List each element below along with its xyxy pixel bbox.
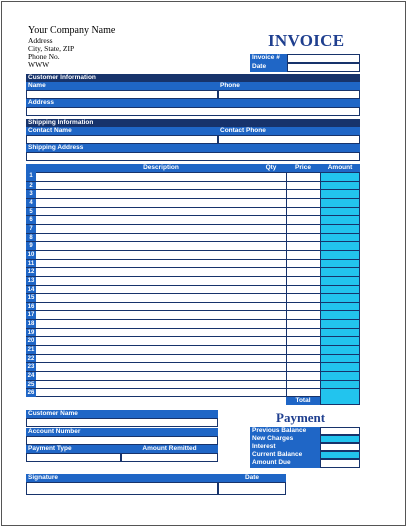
- row-number: 24: [27, 373, 35, 380]
- row-number: 18: [27, 321, 35, 328]
- row-number: 19: [27, 329, 35, 336]
- items-table: [26, 164, 360, 406]
- amount-due-field[interactable]: [320, 459, 360, 468]
- table-row[interactable]: [26, 241, 360, 250]
- shipping-info-header: Shipping Information: [26, 119, 360, 127]
- customer-info-header: Customer Information: [26, 74, 360, 82]
- table-row[interactable]: [26, 345, 360, 354]
- table-row[interactable]: [26, 181, 360, 190]
- table-row[interactable]: [26, 354, 360, 363]
- company-web: WWW: [28, 60, 50, 69]
- row-number: 9: [29, 243, 33, 250]
- shipping-contact-phone-label: Contact Phone: [218, 127, 360, 135]
- previous-balance-field[interactable]: [320, 427, 360, 435]
- col-amount: Amount: [327, 164, 353, 171]
- amount-remitted-field[interactable]: [121, 453, 218, 462]
- row-number: 15: [27, 295, 35, 302]
- table-row[interactable]: [26, 388, 360, 397]
- row-number: 16: [27, 303, 35, 310]
- amount-remitted-label: Amount Remitted: [121, 445, 218, 453]
- row-number: 21: [27, 347, 35, 354]
- remit-customer-name-field[interactable]: [26, 418, 218, 427]
- row-number: 26: [27, 390, 35, 397]
- shipping-contact-name-field[interactable]: [26, 135, 218, 144]
- row-number: 1: [29, 173, 33, 179]
- signature-date-field[interactable]: [218, 482, 286, 495]
- interest-label: Interest: [250, 443, 320, 451]
- shipping-address-field[interactable]: [26, 152, 360, 161]
- table-row[interactable]: [26, 310, 360, 319]
- payment-title: Payment: [276, 410, 326, 425]
- amount-due-label: Amount Due: [250, 459, 320, 468]
- row-number: 6: [29, 217, 33, 224]
- row-number: 20: [27, 338, 35, 345]
- company-name: Your Company Name: [28, 25, 116, 36]
- company-address: Address: [28, 36, 53, 45]
- invoice-page: [1, 1, 406, 526]
- interest-field[interactable]: [320, 443, 360, 451]
- row-number: 3: [29, 191, 33, 198]
- item-rows: [26, 172, 360, 397]
- table-row[interactable]: [26, 293, 360, 302]
- shipping-contact-name-label: Contact Name: [26, 127, 218, 135]
- row-number: 8: [29, 234, 33, 241]
- total-label: Total: [286, 397, 320, 405]
- table-row[interactable]: [26, 285, 360, 294]
- current-balance-field[interactable]: [320, 451, 360, 459]
- row-number: 22: [27, 355, 35, 362]
- row-number: 14: [27, 286, 35, 293]
- signature-field[interactable]: [26, 482, 218, 495]
- table-row[interactable]: [26, 224, 360, 233]
- company-city: City, State, ZIP: [28, 44, 75, 53]
- invoice-date-field[interactable]: [287, 63, 360, 72]
- previous-balance-label: Previous Balance: [250, 427, 320, 435]
- row-number: 23: [27, 364, 35, 371]
- invoice-number-field[interactable]: [287, 54, 360, 63]
- table-row[interactable]: [26, 362, 360, 371]
- table-row[interactable]: [26, 198, 360, 207]
- table-row[interactable]: [26, 215, 360, 224]
- row-number: 7: [29, 225, 33, 232]
- company-phone: Phone No.: [28, 52, 60, 61]
- row-number: 11: [27, 260, 35, 267]
- table-row[interactable]: [26, 276, 360, 285]
- customer-name-label: Name: [26, 82, 218, 90]
- table-row[interactable]: [26, 267, 360, 276]
- row-number: 2: [29, 182, 33, 189]
- customer-address-field[interactable]: [26, 107, 360, 116]
- remit-account-number-field[interactable]: [26, 436, 218, 445]
- customer-phone-field[interactable]: [218, 90, 360, 99]
- remit-customer-name-label: Customer Name: [26, 410, 218, 418]
- row-number: 17: [27, 312, 35, 319]
- table-row[interactable]: [26, 336, 360, 345]
- invoice-date-label: Date: [250, 63, 287, 72]
- col-qty: Qty: [265, 164, 277, 171]
- signature-label: Signature: [26, 474, 218, 482]
- row-number: 5: [29, 208, 33, 215]
- col-price: Price: [295, 164, 311, 171]
- row-number: 13: [27, 277, 35, 284]
- new-charges-field[interactable]: [320, 435, 360, 443]
- customer-name-field[interactable]: [26, 90, 218, 99]
- table-row[interactable]: [26, 328, 360, 337]
- customer-address-label: Address: [26, 99, 360, 107]
- table-row[interactable]: [26, 319, 360, 328]
- payment-type-label: Payment Type: [26, 445, 121, 453]
- new-charges-label: New Charges: [250, 435, 320, 443]
- row-number: 12: [27, 269, 35, 276]
- invoice-title: INVOICE: [268, 31, 345, 50]
- current-balance-label: Current Balance: [250, 451, 320, 459]
- col-description: Description: [143, 164, 179, 171]
- table-row[interactable]: [26, 207, 360, 216]
- table-row[interactable]: [26, 380, 360, 389]
- table-row[interactable]: [26, 250, 360, 259]
- table-row[interactable]: [26, 172, 360, 181]
- table-row[interactable]: [26, 233, 360, 242]
- table-row[interactable]: [26, 371, 360, 380]
- payment-type-field[interactable]: [26, 453, 121, 462]
- signature-date-label: Date: [218, 474, 286, 482]
- invoice-number-label: Invoice #: [250, 54, 287, 63]
- shipping-contact-phone-field[interactable]: [218, 135, 360, 144]
- row-number: 10: [27, 251, 35, 258]
- customer-phone-label: Phone: [218, 82, 360, 90]
- table-row[interactable]: [26, 189, 360, 198]
- table-row[interactable]: [26, 259, 360, 268]
- row-number: 25: [27, 381, 35, 388]
- row-number: 4: [29, 199, 33, 206]
- remit-account-number-label: Account Number: [26, 428, 218, 436]
- table-row[interactable]: [26, 302, 360, 311]
- shipping-address-label: Shipping Address: [26, 144, 360, 152]
